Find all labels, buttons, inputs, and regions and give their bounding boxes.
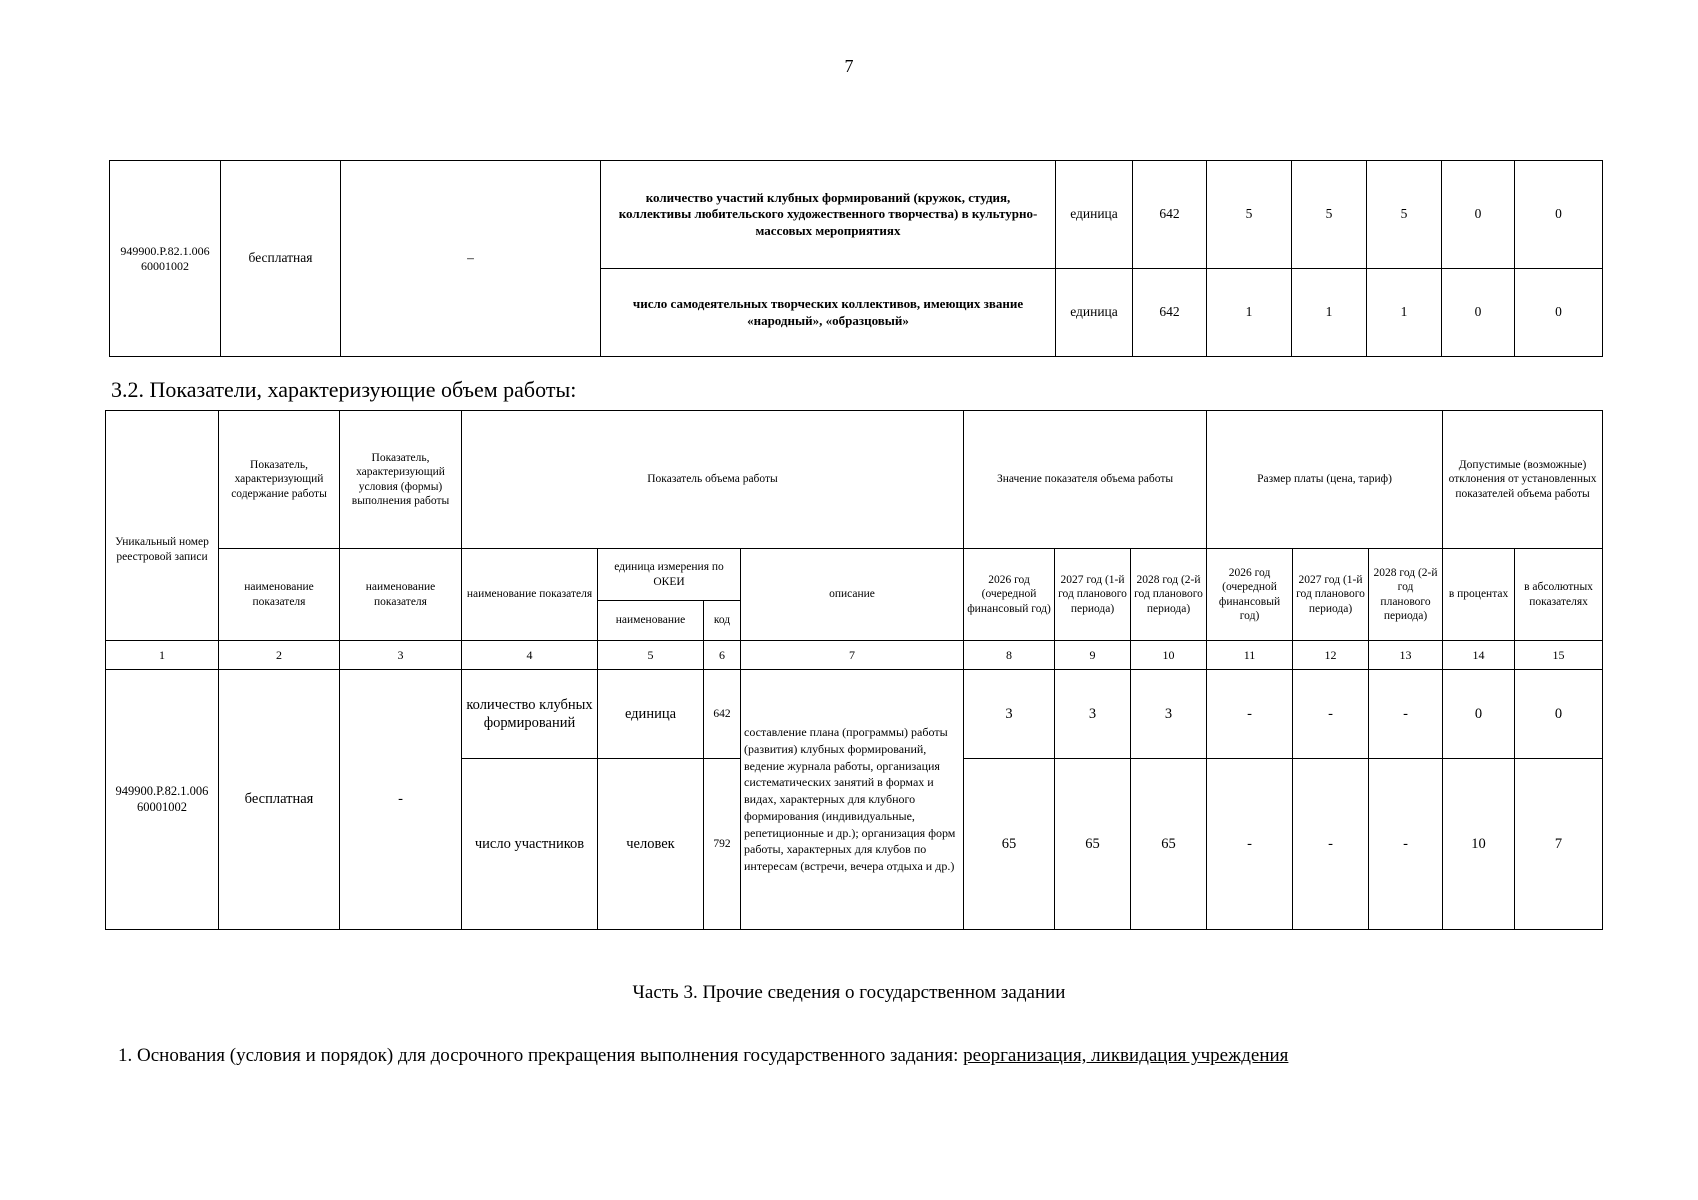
page-number: 7 bbox=[844, 56, 854, 76]
column-number: 4 bbox=[462, 641, 598, 670]
column-number: 8 bbox=[964, 641, 1055, 670]
deviation-absolute: 0 bbox=[1515, 670, 1603, 759]
value-2027: 65 bbox=[1055, 759, 1131, 930]
part3-title: Часть 3. Прочие сведения о государственном задании bbox=[632, 982, 1066, 1003]
header-unit-code: код bbox=[704, 601, 741, 641]
column-number: 1 bbox=[106, 641, 219, 670]
value-2028: 3 bbox=[1131, 670, 1207, 759]
table-row bbox=[106, 670, 1603, 759]
column-number: 11 bbox=[1207, 641, 1293, 670]
column-numbers-row bbox=[106, 641, 1603, 670]
deviation-absolute: 0 bbox=[1515, 269, 1603, 357]
termination-basis bbox=[118, 1045, 1288, 1067]
deviation-percent: 0 bbox=[1442, 269, 1515, 357]
fee-2028: - bbox=[1369, 759, 1443, 930]
column-number: 13 bbox=[1369, 641, 1443, 670]
quality-indicators-table bbox=[109, 160, 1603, 357]
fee-2027: - bbox=[1293, 670, 1369, 759]
registry-code: 949900.Р.82.1.006 60001002 bbox=[110, 161, 221, 357]
deviation-percent: 0 bbox=[1442, 161, 1515, 269]
okei-cell: 642 bbox=[1133, 269, 1207, 357]
section-heading: 3.2. Показатели, характеризующие объем работы: bbox=[111, 377, 577, 402]
deviation-percent: 0 bbox=[1443, 670, 1515, 759]
unit-code: 642 bbox=[704, 670, 741, 759]
registry-code: 949900.Р.82.1.006 60001002 bbox=[106, 670, 219, 930]
header-year-2028: 2028 год (2-й год планового периода) bbox=[1131, 549, 1207, 641]
unit-name: единица bbox=[598, 670, 704, 759]
value-2027: 3 bbox=[1055, 670, 1131, 759]
column-number: 10 bbox=[1131, 641, 1207, 670]
header-unique-number: Уникальный номер реестровой записи bbox=[106, 411, 219, 641]
condition-value: – bbox=[341, 161, 601, 357]
termination-basis-value: реорганизация, ликвидация учреждения bbox=[963, 1045, 1289, 1066]
column-number: 7 bbox=[741, 641, 964, 670]
column-number: 3 bbox=[340, 641, 462, 670]
value-2026: 65 bbox=[964, 759, 1055, 930]
okei-cell: 642 bbox=[1133, 161, 1207, 269]
header-fee-2026: 2026 год (очередной финансовый год) bbox=[1207, 549, 1293, 641]
indicator-description: число самодеятельных творческих коллективов, имеющих звание «народный», «образцовый» bbox=[601, 269, 1056, 357]
work-description: составление плана (программы) работы (развития) клубных формирований, ведение журнала работы, организация систематических занятий в формах и видах, характерных для клубного формирования (индивидуальные, репетиционные и др.); организация форм работы, характерных для клубов по интересам (встречи, вечера отдыха и др.) bbox=[741, 670, 964, 930]
unit-code: 792 bbox=[704, 759, 741, 930]
header-row bbox=[106, 549, 1603, 601]
unit-name: человек bbox=[598, 759, 704, 930]
fee-2026: - bbox=[1207, 759, 1293, 930]
header-indicator-name: наименование показателя bbox=[219, 549, 340, 641]
header-description: описание bbox=[741, 549, 964, 641]
header-in-percent: в процентах bbox=[1443, 549, 1515, 641]
content-value: бесплатная bbox=[221, 161, 341, 357]
header-row bbox=[106, 411, 1603, 549]
header-content-indicator: Показатель, характеризующий содержание работы bbox=[219, 411, 340, 549]
content-value: бесплатная bbox=[219, 670, 340, 930]
header-fee-2027: 2027 год (1-й год планового периода) bbox=[1293, 549, 1369, 641]
column-number: 9 bbox=[1055, 641, 1131, 670]
condition-value: - bbox=[340, 670, 462, 930]
header-year-2026: 2026 год (очередной финансовый год) bbox=[964, 549, 1055, 641]
header-volume-indicator: Показатель объема работы bbox=[462, 411, 964, 549]
value-2026: 3 bbox=[964, 670, 1055, 759]
value-2026: 1 bbox=[1207, 269, 1292, 357]
header-condition-indicator: Показатель, характеризующий условия (формы) выполнения работы bbox=[340, 411, 462, 549]
column-number: 14 bbox=[1443, 641, 1515, 670]
termination-basis-label: 1. Основания (условия и порядок) для досрочного прекращения выполнения государственного задания: bbox=[118, 1045, 964, 1066]
deviation-absolute: 0 bbox=[1515, 161, 1603, 269]
value-2028: 5 bbox=[1367, 161, 1442, 269]
indicator-description: количество участий клубных формирований (кружок, студия, коллективы любительского художественного творчества) в культурно-массовых мероприятиях bbox=[601, 161, 1056, 269]
column-number: 6 bbox=[704, 641, 741, 670]
unit-cell: единица bbox=[1056, 269, 1133, 357]
value-2027: 5 bbox=[1292, 161, 1367, 269]
deviation-absolute: 7 bbox=[1515, 759, 1603, 930]
column-number: 12 bbox=[1293, 641, 1369, 670]
header-indicator-name: наименование показателя bbox=[462, 549, 598, 641]
value-2028: 65 bbox=[1131, 759, 1207, 930]
value-2028: 1 bbox=[1367, 269, 1442, 357]
header-in-absolute: в абсолютных показателях bbox=[1515, 549, 1603, 641]
indicator-name: число участников bbox=[462, 759, 598, 930]
value-2026: 5 bbox=[1207, 161, 1292, 269]
header-indicator-name: наименование показателя bbox=[340, 549, 462, 641]
header-unit-name: наименование bbox=[598, 601, 704, 641]
header-okei-unit: единица измерения по ОКЕИ bbox=[598, 549, 741, 601]
fee-2028: - bbox=[1369, 670, 1443, 759]
column-number: 15 bbox=[1515, 641, 1603, 670]
header-deviation: Допустимые (возможные) отклонения от установленных показателей объема работы bbox=[1443, 411, 1603, 549]
fee-2027: - bbox=[1293, 759, 1369, 930]
header-year-2027: 2027 год (1-й год планового периода) bbox=[1055, 549, 1131, 641]
fee-2026: - bbox=[1207, 670, 1293, 759]
table-row bbox=[110, 161, 1603, 269]
column-number: 5 bbox=[598, 641, 704, 670]
deviation-percent: 10 bbox=[1443, 759, 1515, 930]
value-2027: 1 bbox=[1292, 269, 1367, 357]
unit-cell: единица bbox=[1056, 161, 1133, 269]
column-number: 2 bbox=[219, 641, 340, 670]
header-fee-2028: 2028 год (2-й год планового периода) bbox=[1369, 549, 1443, 641]
header-fee: Размер платы (цена, тариф) bbox=[1207, 411, 1443, 549]
indicator-name: количество клубных формирований bbox=[462, 670, 598, 759]
work-volume-table bbox=[105, 410, 1603, 930]
header-volume-value: Значение показателя объема работы bbox=[964, 411, 1207, 549]
